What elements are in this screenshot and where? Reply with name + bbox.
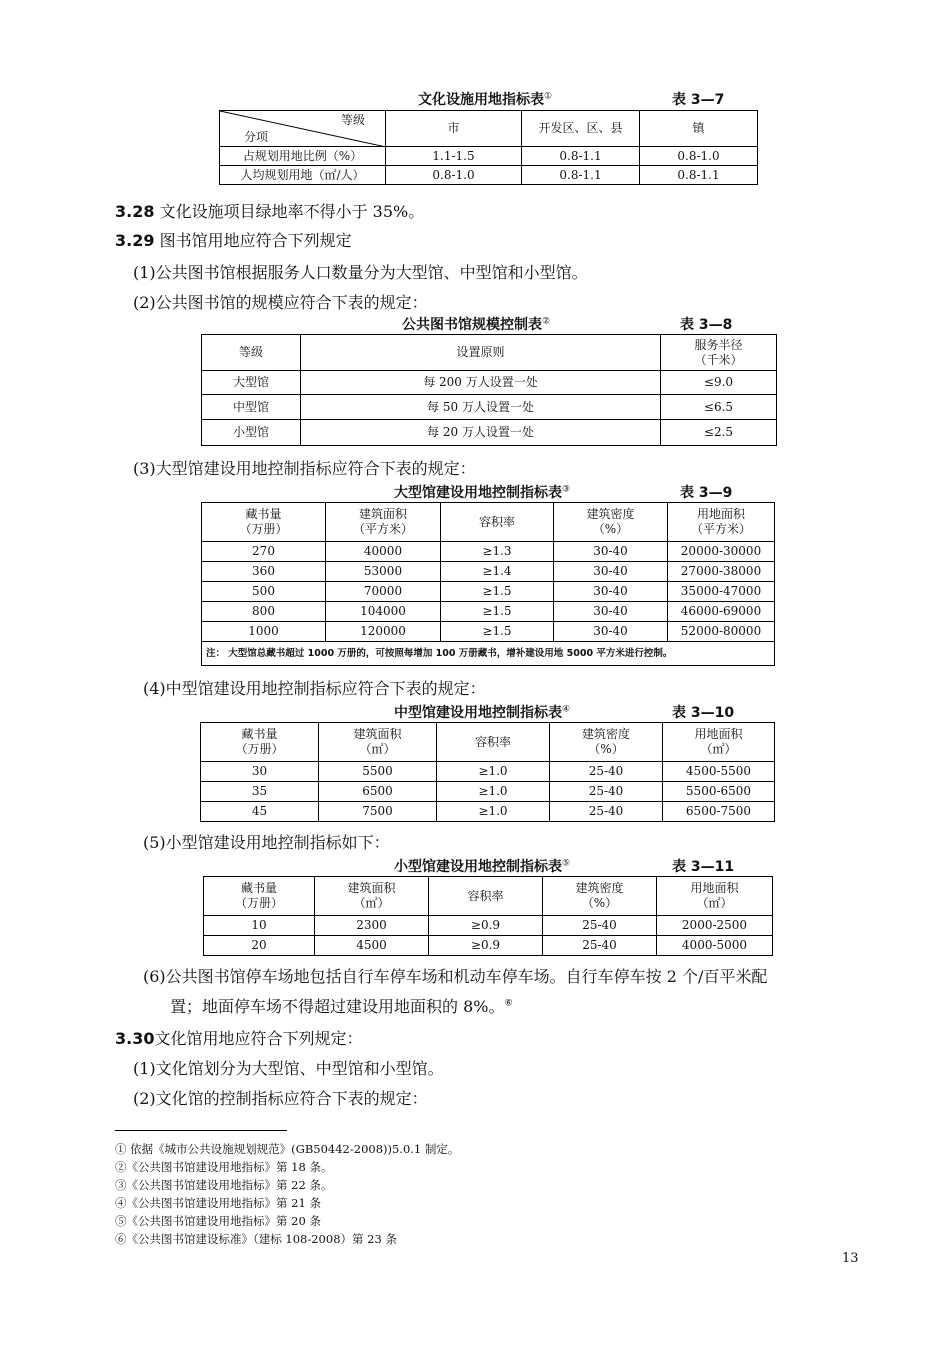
table-cell: 每 200 万人设置一处: [301, 371, 661, 395]
table-cell: ≥0.9: [429, 936, 543, 956]
paragraph: (3)大型馆建设用地控制指标应符合下表的规定：: [133, 459, 476, 478]
paragraph: (4)中型馆建设用地控制指标应符合下表的规定：: [143, 679, 486, 698]
paragraph: (2)公共图书馆的规模应符合下表的规定：: [133, 293, 428, 312]
paragraph: (1)文化馆划分为大型馆、中型馆和小型馆。: [133, 1059, 444, 1078]
table-3-10: [200, 722, 775, 822]
header-line: （万册）: [235, 742, 284, 756]
table-row: [202, 542, 775, 562]
table-cell: 4000-5000: [657, 936, 773, 956]
footnote: ④《公共图书馆建设用地指标》第 21 条: [115, 1196, 321, 1210]
table-row: [202, 582, 775, 602]
table-3-9-title: 大型馆建设用地控制指标表③: [394, 484, 571, 501]
table-cell: ≥1.0: [437, 802, 550, 822]
table-row: [202, 420, 777, 446]
table-3-11: [203, 876, 773, 956]
table-cell: ≥1.3: [441, 542, 554, 562]
header-line: 用地面积: [694, 727, 743, 741]
header-line: （㎡）: [353, 896, 390, 910]
table-cell: 35: [201, 782, 319, 802]
table-cell: 1.1-1.5: [386, 147, 522, 166]
table-3-7-title: 文化设施用地指标表①: [418, 91, 553, 108]
table-3-10-label: 表 3—10: [672, 705, 735, 721]
table-cell: 每 20 万人设置一处: [301, 420, 661, 446]
page-number: 13: [842, 1251, 859, 1266]
header-line: （万册）: [239, 522, 288, 536]
table-cell: ≤2.5: [661, 420, 777, 446]
table-3-9-header: [202, 503, 326, 542]
header-line: （%）: [581, 896, 618, 910]
table-cell: 500: [202, 582, 326, 602]
table-cell: 10: [204, 916, 315, 936]
header-line: （平方米）: [352, 522, 413, 536]
header-line: 建筑面积: [353, 727, 402, 741]
corner-top-label: 等级: [340, 113, 365, 127]
table-3-9-header: [554, 503, 668, 542]
table-cell: ≥1.5: [441, 622, 554, 642]
header-line: 藏书量: [240, 881, 277, 895]
table-cell: ≥1.5: [441, 602, 554, 622]
table-cell: 6500: [319, 782, 437, 802]
table-cell: 6500-7500: [663, 802, 775, 822]
header-line: 建筑密度: [575, 881, 624, 895]
table-cell: 1000: [202, 622, 326, 642]
table-cell: 30-40: [554, 582, 668, 602]
section-3-30: 3.30文化馆用地应符合下列规定：: [115, 1029, 363, 1048]
table-3-10-header: 容积率: [437, 723, 550, 762]
table-3-10-header: [201, 723, 319, 762]
header-line: （平方米）: [690, 522, 751, 536]
header-line: 建筑密度: [581, 727, 630, 741]
table-row: [202, 562, 775, 582]
header-line: （千米）: [694, 352, 743, 367]
footnote-mark: ⑥: [504, 998, 513, 1009]
table-cell: 270: [202, 542, 326, 562]
table-3-11-title: 小型馆建设用地控制指标表⑤: [394, 858, 571, 875]
table-cell: 每 50 万人设置一处: [301, 395, 661, 420]
table-cell: 25-40: [550, 762, 663, 782]
footnote: ②《公共图书馆建设用地指标》第 18 条。: [115, 1160, 333, 1174]
table-row: [220, 166, 758, 185]
footnote: ③《公共图书馆建设用地指标》第 22 条。: [115, 1178, 333, 1192]
table-3-7-label: 表 3—7: [672, 92, 725, 108]
footnote: ⑤《公共图书馆建设用地指标》第 20 条: [115, 1214, 321, 1228]
table-cell: 4500-5500: [663, 762, 775, 782]
table-cell: 52000-80000: [668, 622, 775, 642]
header-line: （%）: [592, 522, 629, 536]
table-row: [202, 602, 775, 622]
table-cell: 30: [201, 762, 319, 782]
footnote-divider: [115, 1130, 287, 1131]
table-cell: 45: [201, 802, 319, 822]
table-cell: 70000: [326, 582, 441, 602]
table-3-8-header: 设置原则: [301, 335, 661, 371]
table-cell: ≤6.5: [661, 395, 777, 420]
table-cell: 2300: [315, 916, 429, 936]
table-3-8: [201, 334, 777, 446]
table-cell: 25-40: [543, 936, 657, 956]
table-cell: 30-40: [554, 542, 668, 562]
table-cell: 7500: [319, 802, 437, 822]
table-cell: 20000-30000: [668, 542, 775, 562]
paragraph: 置；地面停车场不得超过建设用地面积的 8%。⑥: [170, 997, 513, 1016]
table-3-9-header: 容积率: [441, 503, 554, 542]
table-3-7-header: 镇: [640, 111, 758, 147]
table-3-10-header: [550, 723, 663, 762]
corner-bottom-label: 分项: [244, 130, 269, 144]
table-3-8-header: [661, 335, 777, 371]
table-cell: 0.8-1.0: [386, 166, 522, 185]
table-cell: 46000-69000: [668, 602, 775, 622]
paragraph: (5)小型馆建设用地控制指标如下：: [143, 833, 390, 852]
table-cell: 25-40: [543, 916, 657, 936]
table-3-7: [219, 110, 758, 185]
table-cell: 53000: [326, 562, 441, 582]
header-line: 建筑面积: [347, 881, 396, 895]
table-row: [201, 762, 775, 782]
table-cell: 27000-38000: [668, 562, 775, 582]
table-cell: 0.8-1.1: [640, 166, 758, 185]
header-line: 藏书量: [241, 727, 278, 741]
table-cell: 35000-47000: [668, 582, 775, 602]
table-3-11-header: [204, 877, 315, 916]
header-line: 建筑面积: [358, 507, 407, 521]
header-line: （%）: [588, 742, 624, 756]
table-3-11-header: 容积率: [429, 877, 543, 916]
table-cell: 小型馆: [202, 420, 301, 446]
table-cell: 25-40: [550, 782, 663, 802]
table-3-11-label: 表 3—11: [672, 859, 735, 875]
table-cell: 5500-6500: [663, 782, 775, 802]
header-line: 用地面积: [690, 881, 739, 895]
table-cell: ≥1.0: [437, 782, 550, 802]
table-cell: 25-40: [550, 802, 663, 822]
table-3-11-header: [657, 877, 773, 916]
table-cell: ≥1.4: [441, 562, 554, 582]
table-cell: 占规划用地比例（%）: [220, 147, 386, 166]
header-line: 建筑密度: [586, 507, 635, 521]
paragraph: (2)文化馆的控制指标应符合下表的规定：: [133, 1089, 428, 1108]
table-3-7-corner-cell: [220, 111, 386, 147]
table-cell: 800: [202, 602, 326, 622]
footnote: ① 依据《城市公共设施规划规范》(GB50442-2008))5.0.1 制定。: [115, 1142, 460, 1156]
table-cell: 2000-2500: [657, 916, 773, 936]
table-3-10-header: [319, 723, 437, 762]
header-line: 用地面积: [696, 507, 745, 521]
table-cell: 0.8-1.1: [522, 166, 640, 185]
header-line: （㎡）: [696, 896, 733, 910]
header-line: 藏书量: [245, 507, 282, 521]
paragraph: (1)公共图书馆根据服务人口数量分为大型馆、中型馆和小型馆。: [133, 263, 588, 282]
section-3-29: 3.29 图书馆用地应符合下列规定: [115, 231, 352, 250]
table-row: [204, 916, 773, 936]
table-cell: 30-40: [554, 602, 668, 622]
table-cell: 20: [204, 936, 315, 956]
table-cell: 30-40: [554, 622, 668, 642]
table-cell: 360: [202, 562, 326, 582]
table-cell: 104000: [326, 602, 441, 622]
table-cell: 0.8-1.1: [522, 147, 640, 166]
header-line: （㎡）: [359, 742, 396, 756]
table-3-7-header: 开发区、区、县: [522, 111, 640, 147]
table-cell: 5500: [319, 762, 437, 782]
table-3-9: [201, 502, 775, 666]
section-3-28: 3.28 文化设施项目绿地率不得小于 35%。: [115, 202, 425, 221]
table-3-11-header: [543, 877, 657, 916]
table-3-8-title: 公共图书馆规模控制表②: [402, 316, 551, 333]
paragraph: (6)公共图书馆停车场地包括自行车停车场和机动车停车场。自行车停车按 2 个/百平米配: [143, 967, 768, 986]
table-3-10-header: [663, 723, 775, 762]
table-cell: 0.8-1.0: [640, 147, 758, 166]
table-cell: 4500: [315, 936, 429, 956]
table-3-8-label: 表 3—8: [680, 317, 733, 333]
header-line: （万册）: [234, 896, 283, 910]
table-3-9-header: [326, 503, 441, 542]
table-note: 注： 大型馆总藏书超过 1000 万册的，可按照每增加 100 万册藏书，增补建设用地 5000 平方米进行控制。: [202, 642, 775, 666]
table-row: [202, 371, 777, 395]
table-row: [202, 622, 775, 642]
table-cell: 40000: [326, 542, 441, 562]
table-row: [201, 802, 775, 822]
table-cell: 大型馆: [202, 371, 301, 395]
footnote: ⑥《公共图书馆建设标准》（建标 108-2008）第 23 条: [115, 1232, 397, 1246]
table-3-7-header: 市: [386, 111, 522, 147]
table-cell: ≥0.9: [429, 916, 543, 936]
table-3-9-label: 表 3—9: [680, 485, 733, 501]
table-3-8-header: 等级: [202, 335, 301, 371]
table-cell: ≥1.0: [437, 762, 550, 782]
table-row: [202, 395, 777, 420]
table-cell: 120000: [326, 622, 441, 642]
table-note-row: [202, 642, 775, 666]
table-cell: 30-40: [554, 562, 668, 582]
table-cell: 中型馆: [202, 395, 301, 420]
table-cell: 人均规划用地（㎡/人）: [220, 166, 386, 185]
table-3-9-header: [668, 503, 775, 542]
table-row: [220, 147, 758, 166]
table-row: [201, 782, 775, 802]
table-3-11-header: [315, 877, 429, 916]
table-cell: ≥1.5: [441, 582, 554, 602]
table-cell: ≤9.0: [661, 371, 777, 395]
table-3-10-title: 中型馆建设用地控制指标表④: [394, 704, 571, 721]
header-line: （㎡）: [700, 742, 737, 756]
header-line: 服务半径: [694, 337, 743, 352]
table-row: [204, 936, 773, 956]
